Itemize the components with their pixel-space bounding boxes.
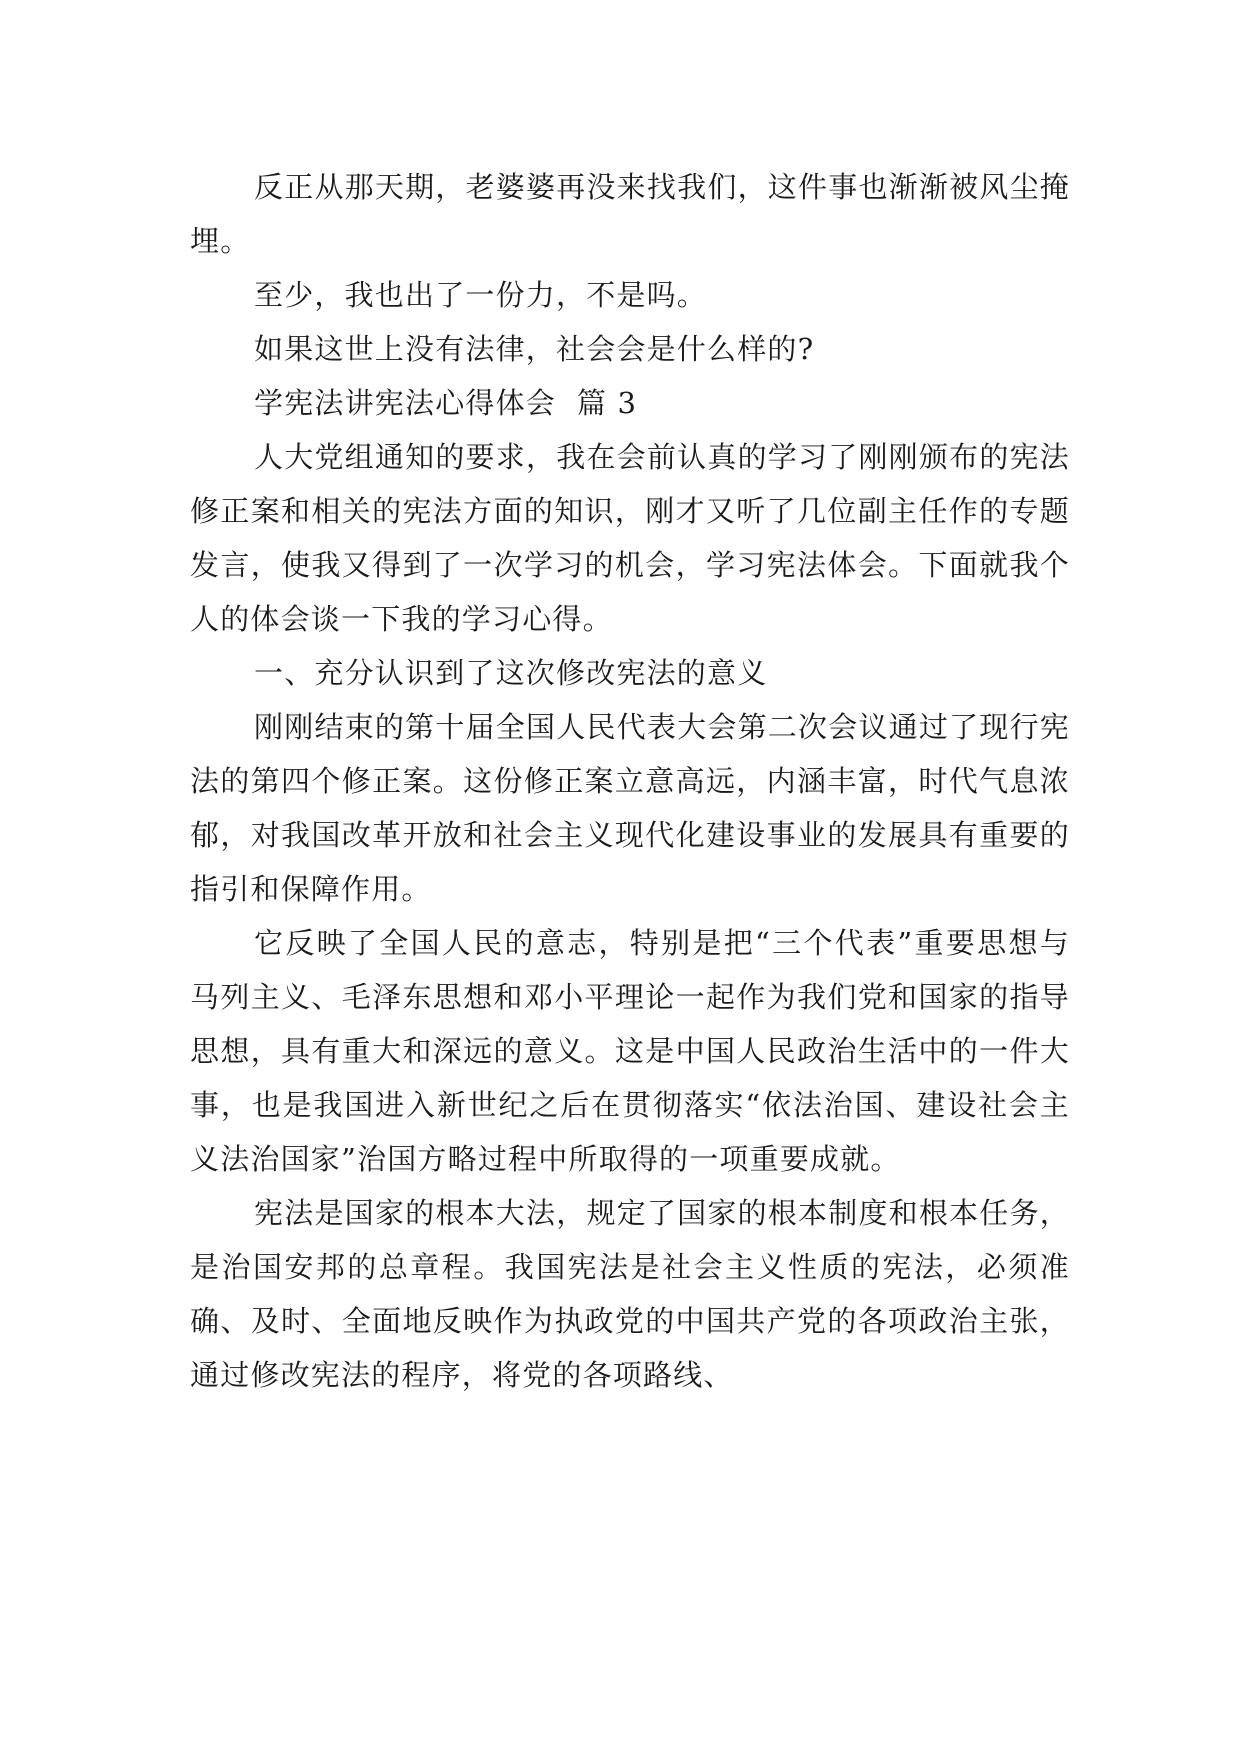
paragraph: 宪法是国家的根本大法，规定了国家的根本制度和根本任务，是治国安邦的总章程。我国宪法是社会主义性质的宪法，必须准确、及时、全面地反映作为执政党的中国共产党的各项政治主张，通过修改宪法的程序，将党的各项路线、 — [190, 1196, 1070, 1392]
paragraph: 刚刚结束的第十届全国人民代表大会第二次会议通过了现行宪法的第四个修正案。这份修正案立意高远，内涵丰富，时代气息浓郁，对我国改革开放和社会主义现代化建设事业的发展具有重要的指引和保障作用。 — [190, 710, 1070, 906]
paragraph: 人大党组通知的要求，我在会前认真的学习了刚刚颁布的宪法修正案和相关的宪法方面的知识，刚才又听了几位副主任作的专题发言，使我又得到了一次学习的机会，学习宪法体会。下面就我个人的体会谈一下我的学习心得。 — [190, 440, 1070, 636]
subsection-heading: 一、充分认识到了这次修改宪法的意义 — [254, 656, 768, 690]
section-heading: 学宪法讲宪法心得体会 篇 3 — [254, 386, 638, 420]
paragraph: 反正从那天期，老婆婆再没来找我们，这件事也渐渐被风尘掩埋。 — [190, 170, 1070, 258]
paragraph: 如果这世上没有法律，社会会是什么样的? — [254, 332, 815, 366]
paragraph: 至少，我也出了一份力，不是吗。 — [254, 278, 708, 312]
paragraph: 它反映了全国人民的意志，特别是把“三个代表”重要思想与马列主义、毛泽东思想和邓小平理论一起作为我们党和国家的指导思想，具有重大和深远的意义。这是中国人民政治生活中的一件大事，也是我国进入新世纪之后在贯彻落实“依法治国、建设社会主义法治国家”治国方略过程中所取得的一项重要成就。 — [190, 926, 1070, 1176]
document-body — [190, 160, 1070, 1402]
